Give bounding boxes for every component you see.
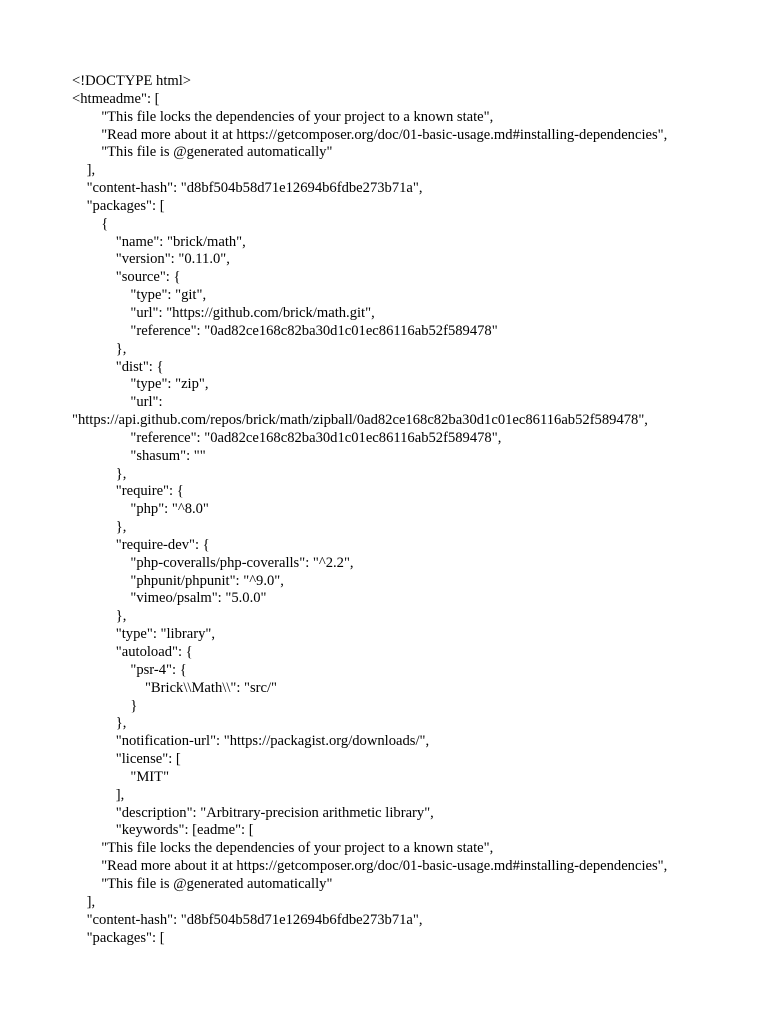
document-line: "This file is @generated automatically" [72, 875, 333, 892]
document-line: }, [72, 715, 127, 732]
document-text [72, 73, 752, 947]
document-line: }, [72, 608, 127, 625]
document-line: "packages": [ [72, 929, 165, 946]
document-line: "phpunit/phpunit": "^9.0", [72, 572, 284, 589]
document-line: "shasum": "" [72, 447, 206, 464]
document-line: }, [72, 519, 127, 536]
document-line: "vimeo/psalm": "5.0.0" [72, 590, 267, 607]
document-line: "license": [ [72, 751, 181, 768]
document-line: }, [72, 465, 127, 482]
document-line: "psr-4": { [72, 661, 187, 678]
document-line: "Brick\\Math\\": "src/" [72, 679, 278, 696]
document-line: "This file is @generated automatically" [72, 144, 333, 161]
document-line: "type": "zip", [72, 376, 209, 393]
document-line: "packages": [ [72, 197, 165, 214]
document-line: "MIT" [72, 768, 170, 785]
document-line: }, [72, 340, 127, 357]
document-line: "reference": "0ad82ce168c82ba30d1c01ec86116ab52f589478", [72, 429, 502, 446]
document-line: ], [72, 786, 125, 803]
document-line: "content-hash": "d8bf504b58d71e12694b6fdbe273b71a", [72, 911, 423, 928]
document-line: ], [72, 893, 96, 910]
document-line: "Read more about it at https://getcomposer.org/doc/01-basic-usage.md#installing-dependencies", [72, 858, 668, 875]
document-line: "This file locks the dependencies of your project to a known state", [72, 108, 494, 125]
document-line: "dist": { [72, 358, 164, 375]
document-line: "https://api.github.com/repos/brick/math/zipball/0ad82ce168c82ba30d1c01ec86116ab52f589478", [72, 412, 648, 429]
document-line: "php-coveralls/php-coveralls": "^2.2", [72, 554, 354, 571]
document-line: "url": "https://github.com/brick/math.git", [72, 304, 375, 321]
document-line: "content-hash": "d8bf504b58d71e12694b6fdbe273b71a", [72, 180, 423, 197]
document-line: "type": "library", [72, 626, 215, 643]
document-line: "name": "brick/math", [72, 233, 246, 250]
document-line: <htmeadme": [ [72, 90, 160, 107]
document-line: "require": { [72, 483, 184, 500]
document-line: <!DOCTYPE html> [72, 73, 192, 89]
document-line: "source": { [72, 269, 181, 286]
document-line: "notification-url": "https://packagist.org/downloads/", [72, 733, 430, 750]
document-line: "keywords": [eadme": [ [72, 822, 254, 839]
document-line: "require-dev": { [72, 536, 210, 553]
document-line: { [72, 215, 109, 232]
document-line: } [72, 697, 138, 714]
document-line: "url": [72, 394, 163, 411]
document-line: "autoload": { [72, 644, 193, 660]
document-line: "This file locks the dependencies of your project to a known state", [72, 840, 494, 857]
document-line: "type": "git", [72, 287, 207, 304]
document-line: "reference": "0ad82ce168c82ba30d1c01ec86116ab52f589478" [72, 322, 498, 339]
document-line: "Read more about it at https://getcomposer.org/doc/01-basic-usage.md#installing-dependencies", [72, 126, 668, 143]
document-line: "php": "^8.0" [72, 501, 209, 518]
document-line: ], [72, 162, 96, 179]
document-line: "description": "Arbitrary-precision arithmetic library", [72, 804, 434, 821]
document-line: "version": "0.11.0", [72, 251, 230, 268]
